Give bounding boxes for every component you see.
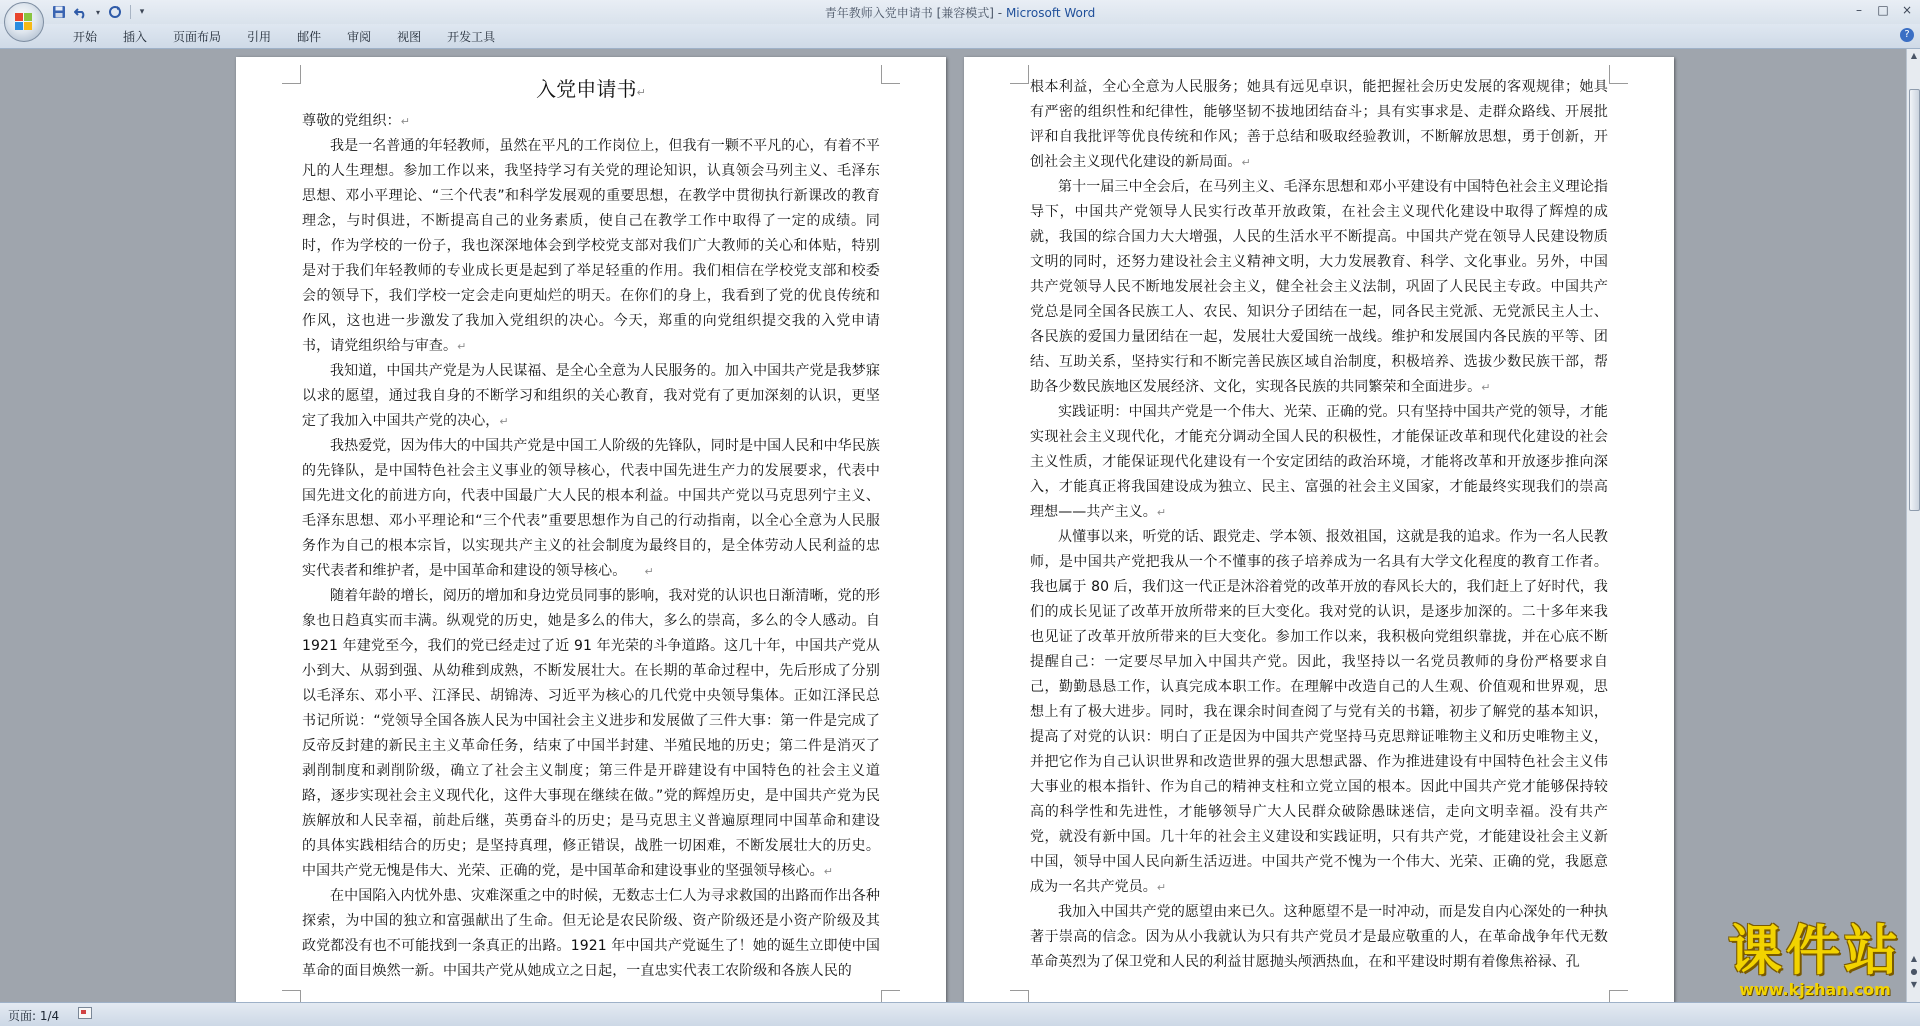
tab-view[interactable]: 视图 — [397, 30, 422, 44]
minimize-button[interactable]: – — [1856, 3, 1862, 17]
tab-review[interactable]: 审阅 — [347, 30, 372, 44]
document-page-2[interactable] — [964, 57, 1674, 1002]
tab-insert[interactable]: 插入 — [123, 30, 148, 44]
watermark-logo-text: 课件站 — [1728, 919, 1902, 982]
page-count-status[interactable]: 页面: 1/4 — [8, 1009, 60, 1023]
paragraph-mark: ↵ — [644, 565, 654, 578]
document-page-1[interactable] — [236, 57, 946, 1002]
paragraph: 根本利益，全心全意为人民服务；她具有远见卓识，能把握社会历史发展的客观规律；她具有严密的组织性和纪律性，能够坚韧不拔地团结奋斗；具有实事求是、走群众路线、开展批评和自我批评等优良传统和作风；善于总结和吸取经验教训，不断解放思想，勇于创新，开创社会主义现代化建设的新局面。↵ — [1030, 79, 1608, 170]
office-logo-icon — [15, 13, 33, 31]
scroll-up-icon[interactable]: ▲ — [1910, 51, 1918, 60]
paragraph-mark: ↵ — [400, 115, 411, 128]
crop-mark — [881, 65, 900, 84]
title-bar — [0, 0, 1920, 24]
undo-icon[interactable] — [72, 3, 90, 21]
title-separator: - — [993, 6, 1006, 20]
help-icon[interactable]: ? — [1900, 28, 1914, 42]
paragraph: 我加入中国共产党的愿望由来已久。这种愿望不是一时冲动，而是发自内心深处的一种执著于崇高的信念。因为从小我就认为只有共产党员才是最应敬重的人，在革命战争年代无数革命英烈为了保卫党和人民的利益甘愿抛头颅洒热血，在和平建设时期有着像焦裕禄、孔 — [1030, 904, 1608, 970]
maximize-button[interactable]: □ — [1877, 3, 1889, 17]
crop-mark — [881, 990, 900, 1002]
tab-developer[interactable]: 开发工具 — [447, 30, 496, 44]
tab-home[interactable]: 开始 — [73, 30, 98, 44]
paragraph: 实践证明：中国共产党是一个伟大、光荣、正确的党。只有坚持中国共产党的领导，才能实现社会主义现代化，才能充分调动全国人民的积极性，才能保证改革和现代化建设的社会主义性质，才能保证现代化建设有一个安定团结的政治环境，才能将改革和开放逐步推向深入，才能真正将我国建设成为独立、民主、富强的社会主义国家，才能最终实现我们的崇高理想——共产主义。↵ — [1030, 404, 1608, 520]
toolbar-separator — [130, 5, 131, 19]
crop-mark — [1010, 65, 1029, 84]
paragraph-mark: ↵ — [1156, 506, 1167, 519]
ribbon-tab-bar — [0, 24, 1920, 49]
quick-access-toolbar — [50, 3, 147, 21]
crop-mark — [1609, 65, 1628, 84]
tab-page-layout[interactable]: 页面布局 — [173, 30, 222, 44]
next-page-icon[interactable]: ▼ — [1910, 980, 1918, 989]
document-workspace[interactable] — [0, 49, 1906, 1002]
crop-mark — [1010, 990, 1029, 1002]
paragraph: 随着年龄的增长，阅历的增加和身边党员同事的影响，我对党的认识也日渐清晰，党的形象也日趋真实而丰满。纵观党的历史，她是多么的伟大，多么的崇高，多么的令人感动。自 1921 年建党至今，我们的党已经走过了近 91 年光荣的斗争道路。这几十年，中国共产党从小到大、从弱到强、从幼稚到成熟，不断发展壮大。在长期的革命过程中，先后形成了分别以毛泽东、邓小平、江泽民、胡锦涛、习近平为核心的几代党中央领导集体。正如江泽民总书记所说：“党领导全国各族人民为中国社会主义进步和发展做了三件大事：第一件是完成了反帝反封建的新民主主义革命任务，结束了中国半封建、半殖民地的历史；第二件是消灭了剥削制度和剥削阶级，确立了社会主义制度；第三件是开辟建设有中国特色的社会主义道路，逐步实现社会主义现代化，这件大事现在继续在做。”党的辉煌历史，是中国共产党为民族解放和人民幸福，前赴后继，英勇奋斗的历史；是马克思主义普遍原理同中国革命和建设的具体实践相结合的历史；是坚持真理，修正错误，战胜一切困难，不断发展壮大的历史。中国共产党无愧是伟大、光荣、正确的党，是中国革命和建设事业的坚强领导核心。↵ — [302, 588, 880, 879]
crop-mark — [1609, 990, 1628, 1002]
customize-icon[interactable]: ▾ — [139, 7, 145, 17]
office-button[interactable] — [4, 2, 44, 42]
scrollbar-thumb[interactable] — [1909, 89, 1920, 511]
paragraph-mark: ↵ — [1481, 381, 1491, 394]
salutation: 尊敬的党组织：↵ — [302, 113, 411, 129]
paragraph-mark: ↵ — [823, 865, 834, 878]
paragraph: 我是一名普通的年轻教师，虽然在平凡的工作岗位上，但我有一颗不平凡的心，有着不平凡的人生理想。参加工作以来，我坚持学习有关党的理论知识，认真领会马列主义、毛泽东思想、邓小平理论、“三个代表”和科学发展观的重要思想，在教学中贯彻执行新课改的教育理念，与时俱进，不断提高自己的业务素质，使自己在教学工作中取得了一定的成绩。同时，作为学校的一份子，我也深深地体会到学校党支部对我们广大教师的关心和体贴，特别是对于我们年轻教师的专业成长更是起到了举足轻重的作用。我们相信在学校党支部和校委会的领导下，我们学校一定会走向更灿烂的明天。在你们的身上，我看到了党的优良传统和作风，这也进一步激发了我加入党组织的决心。今天，郑重的向党组织提交我的入党申请书，请党组织给与审查。↵ — [302, 138, 880, 354]
browse-object-icon[interactable]: ● — [1910, 967, 1918, 976]
previous-page-icon[interactable]: ▲ — [1910, 954, 1918, 963]
window-controls — [1848, 1, 1918, 19]
paragraph-mark: ↵ — [499, 415, 509, 428]
redo-icon[interactable] — [106, 3, 124, 21]
paragraph-mark: ↵ — [457, 340, 467, 353]
paragraph-mark: ↵ — [1241, 156, 1251, 169]
crop-mark — [282, 65, 301, 84]
page-content — [302, 73, 880, 984]
save-icon[interactable] — [50, 3, 68, 21]
tab-mailings[interactable]: 邮件 — [297, 30, 322, 44]
proofing-icon[interactable] — [78, 1007, 92, 1019]
page-content — [1030, 75, 1608, 975]
paragraph: 在中国陷入内忧外患、灾难深重之中的时候，无数志士仁人为寻求救国的出路而作出各种探索，为中国的独立和富强献出了生命。但无论是农民阶级、资产阶级还是小资产阶级及其政党都没有也不可能找到一条真正的出路。1921 年中国共产党诞生了！她的诞生立即使中国革命的面目焕然一新。中国共产党从她成立之日起，一直忠实代表工农阶级和各族人民的 — [302, 888, 880, 979]
paragraph-mark: ↵ — [636, 86, 646, 99]
paragraph: 从懂事以来，听党的话、跟党走、学本领、报效祖国，这就是我的追求。作为一名人民教师，是中国共产党把我从一个不懂事的孩子培养成为一名具有大学文化程度的教育工作者。我也属于 80 后，我们这一代正是沐浴着党的改革开放的春风长大的，我们赶上了好时代，我们的成长见证了改革开放所带来的巨大变化。我对党的认识，是逐步加深的。二十多年来我也见证了改革开放所带来的巨大变化。参加工作以来，我积极向党组织靠拢，并在心底不断提醒自己：一定要尽早加入中国共产党。因此，我坚持以一名党员教师的身份严格要求自己，勤勤恳恳工作，认真完成本职工作。在理解中改造自己的人生观、价值观和世界观，思想上有了极大进步。同时，我在课余时间查阅了与党有关的书籍，初步了解党的基本知识，提高了对党的认识：明白了正是因为中国共产党坚持马克思辩证唯物主义和历史唯物主义，并把它作为自己认识世界和改造世界的强大思想武器、作为推进建设有中国特色社会主义伟大事业的根本指针、作为自己的精神支柱和立党立国的根本。因此中国共产党才能够保持较高的科学性和先进性，才能够领导广大人民群众破除愚昧迷信，走向文明幸福。没有共产党，就没有新中国。几十年的社会主义建设和实践证明，只有共产党，才能建设社会主义新中国，领导中国人民向新生活迈进。中国共产党不愧为一个伟大、光荣、正确的党，我愿意成为一名共产党员。↵ — [1030, 529, 1608, 895]
crop-mark — [282, 990, 301, 1002]
paragraph: 第十一届三中全会后，在马列主义、毛泽东思想和邓小平建设有中国特色社会主义理论指导下，中国共产党领导人民实行改革开放政策，在社会主义现代化建设中取得了辉煌的成就，我国的综合国力大大增强，人民的生活水平不断提高。中国共产党在领导人民建设物质文明的同时，还努力建设社会主义精神文明，大力发展教育、科学、文化事业。另外，中国共产党领导人民不断地发展社会主义，健全社会主义法制，巩固了人民民主专政。中国共产党总是同全国各民族工人、农民、知识分子团结在一起，同各民主党派、无党派民主人士、各民族的爱国力量团结在一起，发展壮大爱国统一战线。维护和发展国内各民族的平等、团结、互助关系，坚持实行和不断完善民族区域自治制度，积极培养、选拔少数民族干部，帮助各少数民族地区发展经济、文化，实现各民族的共同繁荣和全面进步。↵ — [1030, 179, 1608, 395]
vertical-scrollbar[interactable] — [1906, 49, 1920, 1002]
watermark-url: www.kjzhan.com — [1739, 980, 1891, 999]
tab-references[interactable]: 引用 — [247, 30, 272, 44]
document-name: 青年教师入党申请书 [兼容模式] — [824, 6, 994, 20]
close-button[interactable]: × — [1901, 3, 1913, 17]
application-name: Microsoft Word — [1005, 6, 1096, 20]
undo-dropdown-icon[interactable]: ▾ — [95, 7, 100, 17]
status-bar — [0, 1002, 1920, 1026]
paragraph: 我热爱党，因为伟大的中国共产党是中国工人阶级的先锋队，同时是中国人民和中华民族的先锋队，是中国特色社会主义事业的领导核心，代表中国先进生产力的发展要求，代表中国先进文化的前进方向，代表中国最广大人民的根本利益。中国共产党以马克思列宁主义、毛泽东思想、邓小平理论和“三个代表”重要思想作为自己的行动指南，以全心全意为人民服务作为自己的根本宗旨，以实现共产主义的社会制度为最终目的，是全体劳动人民利益的忠实代表者和维护者，是中国革命和建设的领导核心。 ↵ — [302, 438, 880, 579]
paragraph: 我知道，中国共产党是为人民谋福、是全心全意为人民服务的。加入中国共产党是我梦寐以求的愿望，通过我自身的不断学习和组织的关心教育，我对党有了更加深刻的认识，更坚定了我加入中国共产党的决心，↵ — [302, 363, 880, 429]
site-watermark — [1728, 919, 1902, 999]
paragraph-mark: ↵ — [1156, 881, 1167, 894]
document-title: 入党申请书↵ — [536, 77, 646, 101]
window-title — [0, 4, 1920, 21]
